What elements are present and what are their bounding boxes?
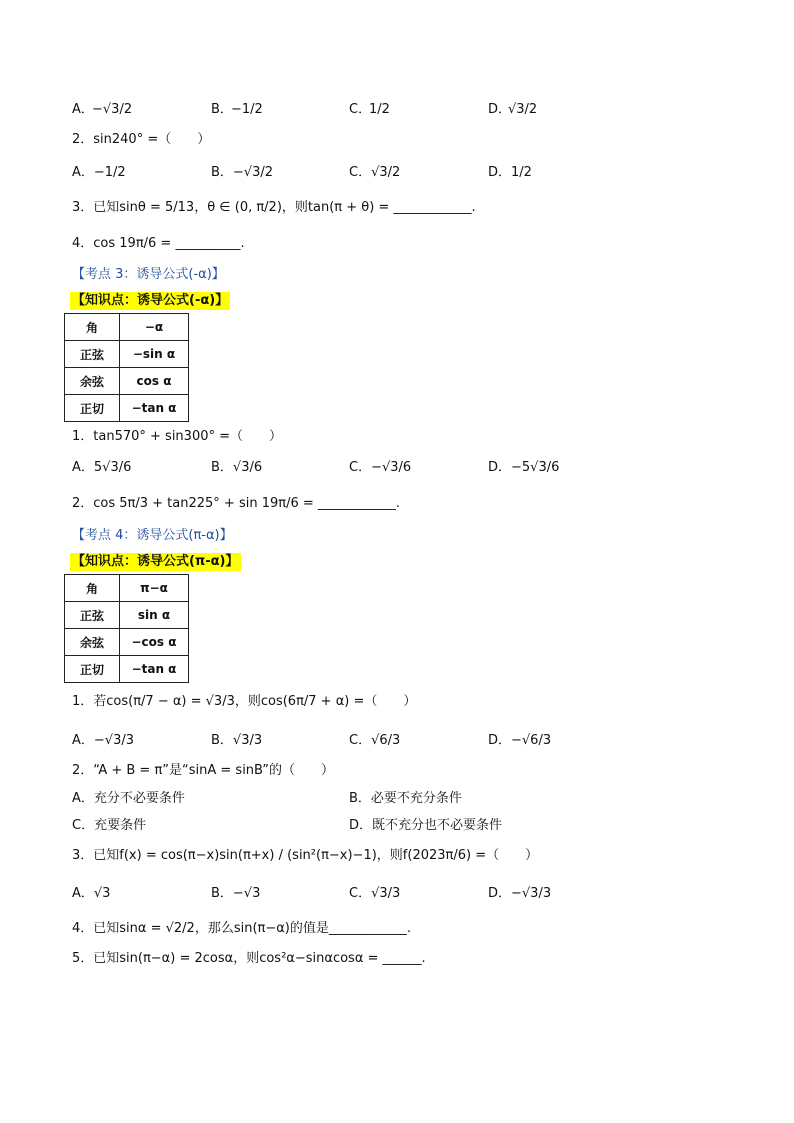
table-cell: 正弦: [65, 341, 120, 368]
section4-question-2: 2．“A + B = π”是“sinA = sinB”的（ ）: [72, 763, 334, 778]
table-cell: 余弦: [65, 368, 120, 395]
table-cell: −sin α: [120, 341, 189, 368]
s4q3-option-d: D．−√3/3: [488, 886, 552, 901]
question-2: 2．sin240° =（ ）: [72, 132, 211, 147]
table-cell: π−α: [120, 575, 189, 602]
knowledge-label-4: 【知识点：诱导公式(π-α)】: [72, 554, 239, 569]
table-cell: 角: [65, 314, 120, 341]
s4q2-option-c: C．充要条件: [72, 818, 147, 833]
question-3: 3．已知sinθ = 5/13，θ ∈ (0, π/2)，则tan(π + θ) = ____________.: [72, 200, 476, 215]
section4-question-1: 1．若cos(π/7 − α) = √3/3，则cos(6π/7 + α) =（ ）: [72, 694, 417, 709]
s4q1-option-c: C．√6/3: [349, 733, 401, 748]
table-cell: −α: [120, 314, 189, 341]
table-cell: −tan α: [120, 395, 189, 422]
s4q1-option-a: A．−√3/3: [72, 733, 134, 748]
section4-question-5: 5．已知sin(π−α) = 2cosα，则cos²α−sinαcosα = ______.: [72, 951, 426, 966]
option-d-value: √3/2: [508, 102, 538, 117]
table-cell: −cos α: [120, 629, 189, 656]
section-title-3: 【考点 3：诱导公式(-α)】: [72, 267, 225, 282]
q2-option-a: A．−1/2: [72, 165, 126, 180]
s3q1-option-a: A．5√3/6: [72, 460, 132, 475]
section4-question-4: 4．已知sinα = √2/2，那么sin(π−α)的值是____________.: [72, 921, 412, 936]
option-c: C．: [349, 102, 372, 117]
table-cell: −tan α: [120, 656, 189, 683]
section-title-4: 【考点 4：诱导公式(π-α)】: [72, 528, 233, 543]
q2-option-d: D．1/2: [488, 165, 532, 180]
table-cell: 正弦: [65, 602, 120, 629]
question-4: 4．cos 19π/6 = __________.: [72, 236, 245, 251]
q2-option-c: C．√3/2: [349, 165, 401, 180]
s4q3-option-b: B．−√3: [211, 886, 261, 901]
s4q3-option-a: A．√3: [72, 886, 111, 901]
s4q2-option-d: D．既不充分也不必要条件: [349, 818, 503, 833]
s3q1-option-d: D．−5√3/6: [488, 460, 560, 475]
table-cell: cos α: [120, 368, 189, 395]
option-b-value: −1/2: [231, 102, 263, 117]
s4q1-option-b: B．√3/3: [211, 733, 263, 748]
s4q1-option-d: D．−√6/3: [488, 733, 552, 748]
knowledge-label-3: 【知识点：诱导公式(-α)】: [72, 293, 229, 308]
formula-table-3: [64, 313, 189, 422]
option-b: B．: [211, 102, 233, 117]
s4q3-option-c: C．√3/3: [349, 886, 401, 901]
table-cell: 正切: [65, 395, 120, 422]
section3-question-2: 2．cos 5π/3 + tan225° + sin 19π/6 = ____________.: [72, 496, 401, 511]
q2-option-b: B．−√3/2: [211, 165, 274, 180]
section4-question-3: 3．已知f(x) = cos(π−x)sin(π+x) / (sin²(π−x)−1)，则f(2023π/6) =（ ）: [72, 848, 539, 863]
option-d: D．: [488, 102, 512, 117]
table-cell: 角: [65, 575, 120, 602]
s4q2-option-a: A．充分不必要条件: [72, 791, 185, 806]
formula-table-4: [64, 574, 189, 683]
option-a-value: −√3/2: [92, 102, 133, 117]
s4q2-option-b: B．必要不充分条件: [349, 791, 462, 806]
table-cell: 余弦: [65, 629, 120, 656]
table-cell: 正切: [65, 656, 120, 683]
s3q1-option-b: B．√3/6: [211, 460, 263, 475]
option-a: A．: [72, 102, 94, 117]
table-cell: sin α: [120, 602, 189, 629]
s3q1-option-c: C．−√3/6: [349, 460, 412, 475]
option-c-value: 1/2: [369, 102, 390, 117]
section3-question-1: 1．tan570° + sin300° =（ ）: [72, 429, 283, 444]
